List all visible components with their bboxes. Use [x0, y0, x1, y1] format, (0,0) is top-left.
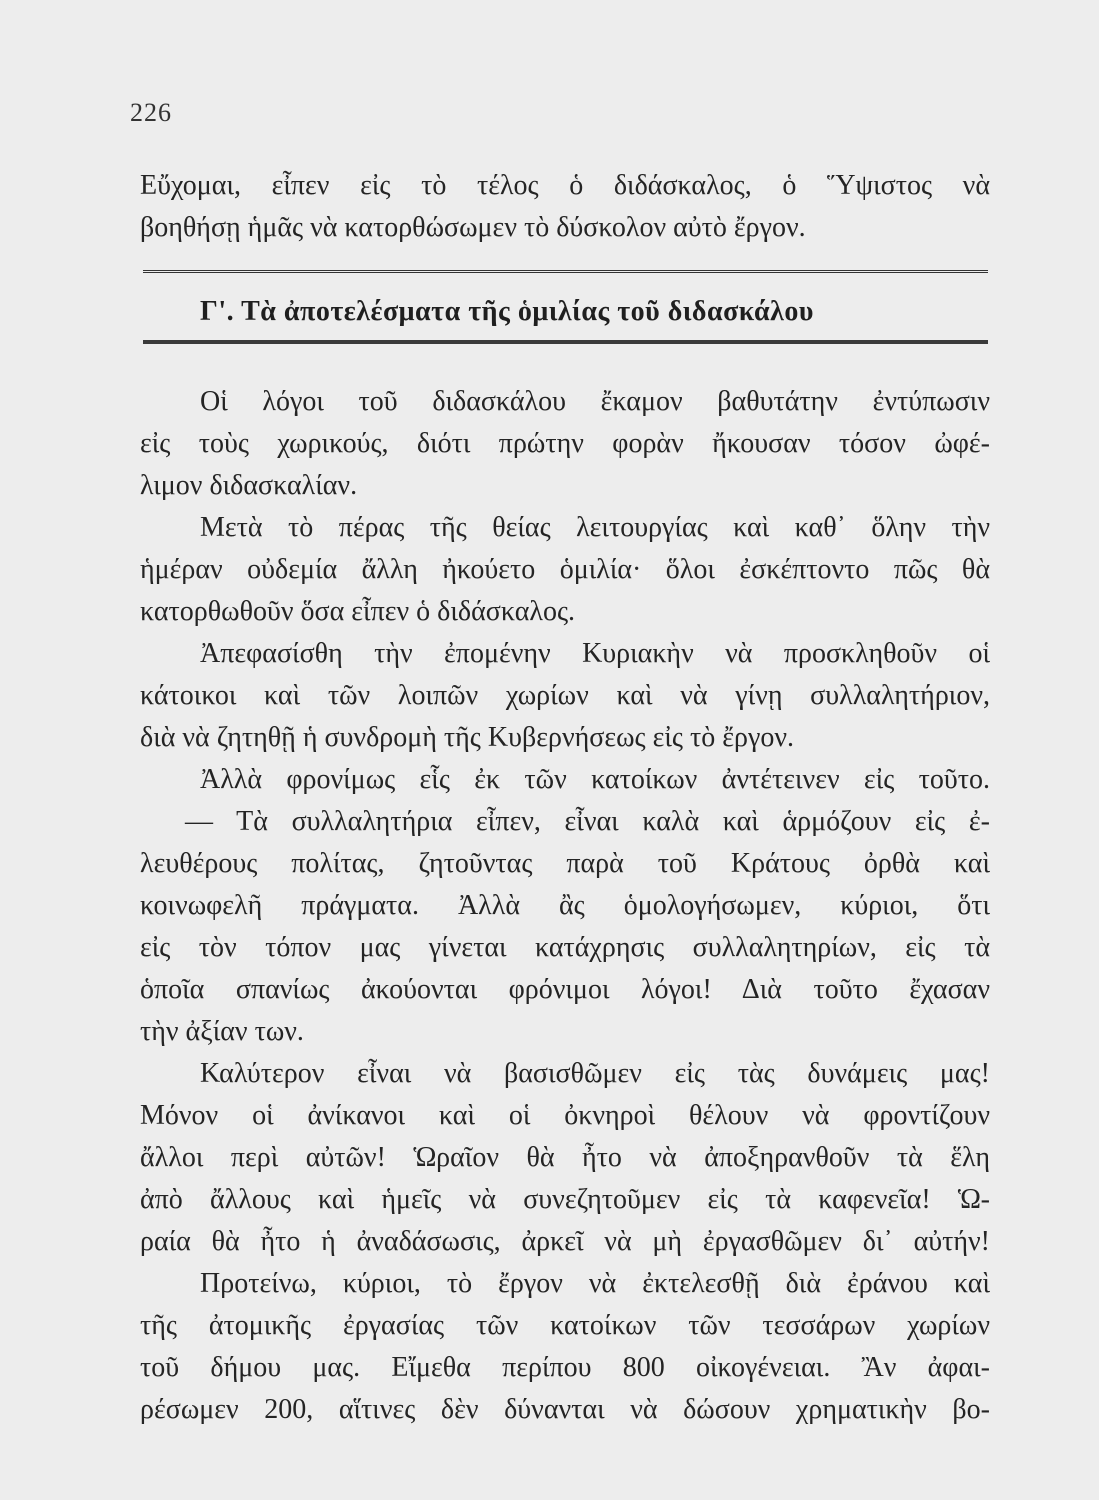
paragraph-line: τῆς ἀτομικῆς ἐργασίας τῶν κατοίκων τῶν τεσσάρων χωρίων [140, 1310, 990, 1341]
intro-line-1: Εὔχομαι, εἶπεν εἰς τὸ τέλος ὁ διδάσκαλος, ὁ Ὕψιστος νὰ [140, 170, 990, 201]
paragraph-line: Καλύτερον εἶναι νὰ βασισθῶμεν εἰς τὰς δυνάμεις μας! [200, 1058, 990, 1089]
paragraph-line: εἰς τὸν τόπον μας γίνεται κατάχρησις συλλαλητηρίων, εἰς τὰ [140, 932, 990, 963]
paragraph-line: εἰς τοὺς χωρικούς, διότι πρώτην φορὰν ἤκουσαν τόσον ὠφέ- [140, 428, 990, 459]
paragraph-line: λευθέρους πολίτας, ζητοῦντας παρὰ τοῦ Κράτους ὀρθὰ καὶ [140, 848, 990, 879]
paragraph-line: λιμον διδασκαλίαν. [140, 470, 358, 501]
paragraph-line: τοῦ δήμου μας. Εἴμεθα περίπου 800 οἰκογένειαι. Ἂν ἀφαι- [140, 1352, 990, 1383]
paragraph-line: διὰ νὰ ζητηθῇ ἡ συνδρομὴ τῆς Κυβερνήσεως εἰς τὸ ἔργον. [140, 722, 795, 753]
paragraph-line: Μετὰ τὸ πέρας τῆς θείας λειτουργίας καὶ καθ᾽ ὅλην τὴν [200, 512, 990, 543]
top-decorative-rule [143, 270, 988, 273]
paragraph-line: τὴν ἀξίαν των. [140, 1016, 304, 1047]
paragraph-line: Μόνον οἱ ἀνίκανοι καὶ οἱ ὀκνηροὶ θέλουν νὰ φροντίζουν [140, 1100, 990, 1131]
page-number: 226 [130, 98, 172, 127]
paragraph-line: ρέσωμεν 200, αἵτινες δὲν δύνανται νὰ δώσουν χρηματικὴν βο- [140, 1394, 990, 1425]
paragraph-line: κοινωφελῆ πράγματα. Ἀλλὰ ἂς ὁμολογήσωμεν, κύριοι, ὅτι [140, 890, 990, 921]
paragraph-line: ὁποῖα σπανίως ἀκούονται φρόνιμοι λόγοι! Διὰ τοῦτο ἔχασαν [140, 974, 990, 1005]
paragraph-line: Προτείνω, κύριοι, τὸ ἔργον νὰ ἐκτελεσθῇ διὰ ἐράνου καὶ [200, 1268, 990, 1299]
paragraph-line: ἡμέραν οὐδεμία ἄλλη ἠκούετο ὁμιλία· ὅλοι ἐσκέπτοντο πῶς θὰ [140, 554, 990, 585]
paragraph-line: ραία θὰ ἦτο ἡ ἀναδάσωσις, ἀρκεῖ νὰ μὴ ἐργασθῶμεν δι᾽ αὐτήν! [140, 1226, 990, 1257]
paragraph-line: κατορθωθοῦν ὅσα εἶπεν ὁ διδάσκαλος. [140, 596, 576, 627]
paragraph-line: ἄλλοι περὶ αὐτῶν! Ὡραῖον θὰ ἦτο νὰ ἀποξηρανθοῦν τὰ ἕλη [140, 1142, 990, 1173]
section-heading: Γ'. Τὰ ἀποτελέσματα τῆς ὁμιλίας τοῦ διδασκάλου [200, 296, 814, 327]
paragraph-line: Ἀλλὰ φρονίμως εἷς ἐκ τῶν κατοίκων ἀντέτεινεν εἰς τοῦτο. [200, 764, 990, 795]
paragraph-line: Ἀπεφασίσθη τὴν ἐπομένην Κυριακὴν νὰ προσκληθοῦν οἱ [200, 638, 990, 669]
paragraph-line: — Τὰ συλλαλητήρια εἶπεν, εἶναι καλὰ καὶ ἁρμόζουν εἰς ἐ- [185, 806, 990, 837]
bottom-decorative-rule [143, 340, 988, 344]
intro-line-2: βοηθήσῃ ἡμᾶς νὰ κατορθώσωμεν τὸ δύσκολον αὐτὸ ἔργον. [140, 212, 806, 243]
paragraph-line: κάτοικοι καὶ τῶν λοιπῶν χωρίων καὶ νὰ γίνῃ συλλαλητήριον, [140, 680, 990, 711]
paragraph-line: ἀπὸ ἄλλους καὶ ἡμεῖς νὰ συνεζητοῦμεν εἰς τὰ καφενεῖα! Ὡ- [140, 1184, 990, 1215]
paragraph-line: Οἱ λόγοι τοῦ διδασκάλου ἔκαμον βαθυτάτην ἐντύπωσιν [200, 386, 990, 417]
